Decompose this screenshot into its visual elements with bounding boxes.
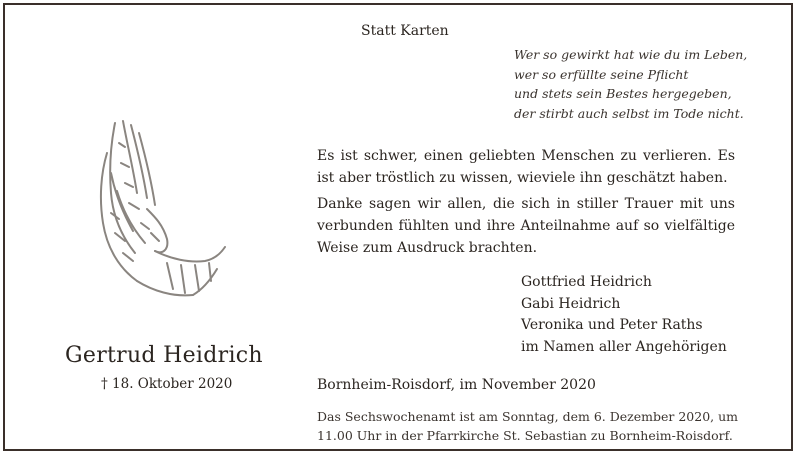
poem-line: Wer so gewirkt hat wie du im Leben, bbox=[514, 47, 748, 62]
place-date: Bornheim-Roisdorf, im November 2020 bbox=[317, 377, 596, 393]
service-line: Das Sechswochenamt ist am Sonntag, dem 6. Dezember 2020, um bbox=[317, 409, 739, 424]
main-text bbox=[317, 145, 735, 263]
deceased-name: Gertrud Heidrich bbox=[65, 343, 263, 368]
signature-line: Veronika und Peter Raths bbox=[521, 317, 703, 333]
poem-line: der stirbt auch selbst im Tode nicht. bbox=[514, 105, 744, 121]
signatures bbox=[521, 272, 727, 358]
signature-line: im Namen aller Angehörigen bbox=[521, 338, 727, 355]
paragraph: Es ist schwer, einen geliebten Menschen zu verlieren. Es ist aber tröstlich zu wissen, wieviele ihn geschätzt haben. bbox=[317, 148, 735, 186]
death-date: † 18. Oktober 2020 bbox=[101, 376, 233, 392]
poem-line: und stets sein Bestes hergegeben, bbox=[514, 86, 732, 101]
signature-line: Gabi Heidrich bbox=[521, 295, 621, 312]
paragraph: Danke sagen wir allen, die sich in stiller Trauer mit uns verbunden fühlten und ihre Anteilnahme auf so vielfältige Weise zum Ausdruck brachten. bbox=[317, 196, 735, 256]
obituary-card bbox=[3, 3, 793, 451]
praying-hands-icon bbox=[93, 113, 233, 308]
poem-line: wer so erfüllte seine Pflicht bbox=[514, 66, 689, 82]
poem bbox=[514, 45, 747, 123]
signature-line: Gottfried Heidrich bbox=[521, 274, 652, 290]
service-info bbox=[317, 407, 739, 445]
heading: Statt Karten bbox=[361, 23, 449, 39]
service-line: 11.00 Uhr in der Pfarrkirche St. Sebastian zu Bornheim-Roisdorf. bbox=[317, 428, 733, 443]
